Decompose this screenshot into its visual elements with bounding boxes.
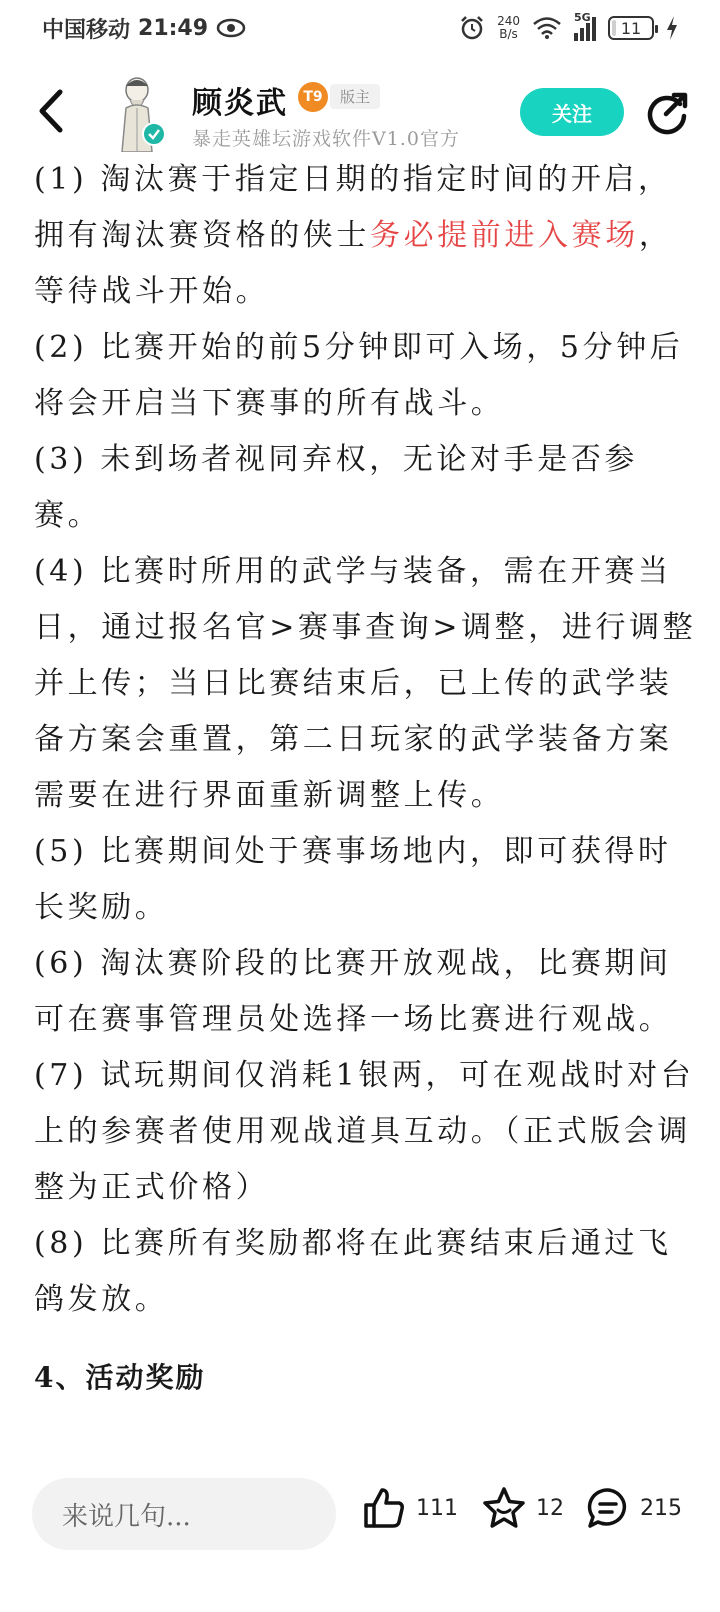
paragraph-6: (6) 淘汰赛阶段的比赛开放观战，比赛期间可在赛事管理员处选择一场比赛进行观战。 — [34, 946, 673, 1037]
paragraph-1-highlight: 务必提前进入赛场 — [370, 218, 639, 253]
clock: 21:49 — [138, 15, 209, 41]
wifi-icon — [532, 16, 562, 40]
paragraph-1-text: (1) 淘汰赛于指定日期的指定时间的开启，拥有淘汰赛资格的侠士 — [34, 162, 672, 253]
status-right — [459, 11, 678, 41]
like-count: 111 — [416, 1495, 458, 1521]
net-speed-value: 240 — [497, 14, 520, 28]
thumbs-up-icon — [362, 1486, 406, 1530]
battery-level: 11 — [620, 18, 642, 38]
post-header — [0, 68, 720, 160]
paragraph-1-tail: ，等待战斗开始。 — [34, 218, 673, 309]
carrier-label: 中国移动 — [42, 17, 131, 43]
battery-fill — [612, 20, 616, 36]
signal-bar — [592, 17, 596, 41]
paragraph-8: (8) 比赛所有奖励都将在此赛结束后通过飞鸽发放。 — [34, 1226, 672, 1317]
signal-bar — [586, 23, 590, 41]
alarm-icon — [459, 15, 485, 41]
share-icon[interactable] — [644, 90, 690, 136]
role-tag: 版主 — [330, 84, 380, 109]
favorite-button[interactable] — [482, 1486, 564, 1530]
bottom-action-bar — [0, 1456, 720, 1612]
status-bar — [0, 0, 720, 56]
eye-icon — [216, 18, 246, 38]
favorite-count: 12 — [536, 1495, 564, 1521]
comment-count: 215 — [640, 1495, 682, 1521]
author-name[interactable]: 顾炎武 — [192, 86, 288, 121]
signal-bar — [574, 33, 578, 41]
level-badge: T9 — [298, 82, 328, 112]
author-subtitle: 暴走英雄坛游戏软件V1.0官方 — [192, 128, 460, 150]
post-content — [34, 152, 700, 1406]
star-icon — [482, 1486, 526, 1530]
battery-icon — [608, 16, 654, 40]
back-arrow-icon[interactable] — [34, 86, 70, 136]
net-speed-unit: B/s — [499, 27, 518, 41]
paragraph-1 — [34, 152, 700, 320]
charging-icon — [666, 16, 678, 40]
status-left — [42, 13, 246, 44]
paragraph-5: (5) 比赛期间处于赛事场地内，即可获得时长奖励。 — [34, 834, 672, 925]
signal — [574, 11, 596, 41]
follow-button[interactable]: 关注 — [520, 88, 624, 136]
network-type: 5G — [574, 11, 591, 24]
comment-bubble-icon — [586, 1486, 630, 1530]
verified-check-icon — [142, 122, 166, 146]
section-title: 4、活动奖励 — [34, 1361, 206, 1394]
paragraph-3: (3) 未到场者视同弃权，无论对手是否参赛。 — [34, 442, 639, 533]
like-button[interactable] — [362, 1486, 458, 1530]
net-speed — [497, 15, 520, 41]
signal-bar — [580, 28, 584, 41]
comment-button[interactable] — [586, 1486, 682, 1530]
comment-input[interactable]: 来说几句... — [32, 1478, 336, 1550]
paragraph-7: (7) 试玩期间仅消耗1银两，可在观战时对台上的参赛者使用观战道具互动。（正式版会调整为正式价格） — [34, 1058, 695, 1205]
paragraph-2: (2) 比赛开始的前5分钟即可入场，5分钟后将会开启当下赛事的所有战斗。 — [34, 330, 684, 421]
paragraph-4: (4) 比赛时所用的武学与装备，需在开赛当日，通过报名官>赛事查询>调整，进行调整并上传；当日比赛结束后，已上传的武学装备方案会重置，第二日玩家的武学装备方案需要在进行界面重新调整上传。 — [34, 554, 697, 813]
